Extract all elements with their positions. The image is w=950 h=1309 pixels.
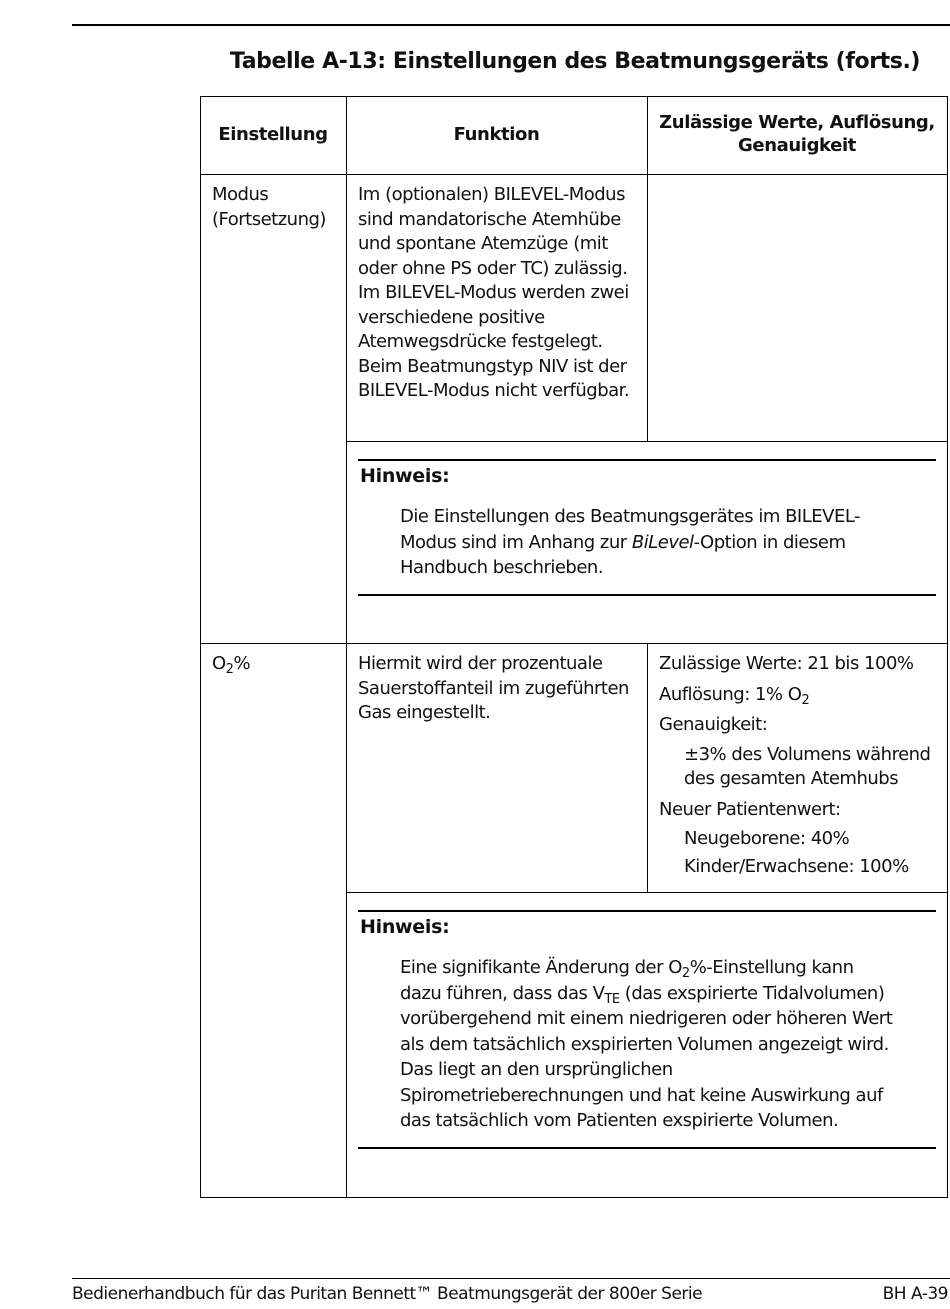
children-adults-value: Kinder/Erwachsene: 100% <box>684 855 909 877</box>
note-bottom-rule <box>358 1147 936 1149</box>
allowed-values: Zulässige Werte: 21 bis 100% <box>659 653 914 674</box>
footer-manual-title: Bedienerhandbuch für das Puritan Bennett™ Beatmungsgerät der 800er Serie <box>72 1284 703 1304</box>
header-bottom-rule <box>200 174 948 175</box>
row1-note <box>358 459 936 596</box>
header-values: Zulässige Werte, Auflösung, Genauigkeit <box>659 112 935 156</box>
top-rule <box>72 24 950 26</box>
row2-values <box>659 652 945 879</box>
row1-setting: Modus (Fortsetzung) <box>212 184 326 230</box>
row2-setting: $O_2\%$ <box>212 653 251 677</box>
footer-rule <box>72 1278 950 1279</box>
footer-page-number: BH A-39 <box>882 1284 948 1304</box>
row2-function-bottom-rule <box>346 892 948 893</box>
row1-bottom-rule <box>200 643 948 644</box>
note-top-rule <box>358 459 936 461</box>
accuracy-label: Genauigkeit: <box>659 714 768 735</box>
note-top-rule <box>358 910 936 912</box>
table-title: Tabelle A-13: Einstellungen des Beatmungsgeräts (forts.) <box>229 49 921 74</box>
row1-function: Im (optionalen) BILEVEL-Modus sind mandatorische Atemhübe und spontane Atemzüge (mit oder ohne PS oder TC) zulässig. Im BILEVEL-Modus werden zwei verschiedene positive Atemwegsdrücke festgelegt. Beim Beatmungstyp NIV ist der BILEVEL-Modus nicht verfügbar. <box>358 184 630 401</box>
note-label: Hinweis: <box>360 465 450 487</box>
header-setting: Einstellung <box>218 124 328 145</box>
col-divider-2 <box>647 96 648 441</box>
note-text: Eine signifikante Änderung der $O_2\%$-Einstellung kann dazu führen, dass das $V_{TE}$ (das exspirierte Tidalvolumen) vorübergehend mit einem niedrigeren oder höheren Wert als dem tatsächlich exspirierten Volumen angezeigt wird. Das liegt an den ursprünglichen Spirometrieberechnungen und hat keine Auswirkung auf das tatsächlich vom Patienten exspirierte Volumen. <box>400 957 893 1131</box>
col-divider-1 <box>346 96 347 1198</box>
note-bottom-rule <box>358 594 936 596</box>
note-text: Die Einstellungen des Beatmungsgerätes im BILEVEL-Modus sind im Anhang zur BiLevel-Option in diesem Handbuch beschrieben. <box>400 506 861 578</box>
new-patient-label: Neuer Patientenwert: <box>659 798 841 820</box>
neonates-value: Neugeborene: 40% <box>684 828 850 849</box>
col-divider-2b <box>647 643 648 892</box>
row2-function: Hiermit wird der prozentuale Sauerstoffanteil im zugeführten Gas eingestellt. <box>358 653 629 723</box>
row2-note <box>358 910 936 1149</box>
resolution: Auflösung: 1% $O_2$ <box>659 683 810 708</box>
accuracy-value: ±3% des Volumens während des gesamten Atemhubs <box>684 743 931 789</box>
header-function: Funktion <box>453 124 540 145</box>
row1-function-bottom-rule <box>346 441 948 442</box>
note-label: Hinweis: <box>360 916 450 938</box>
